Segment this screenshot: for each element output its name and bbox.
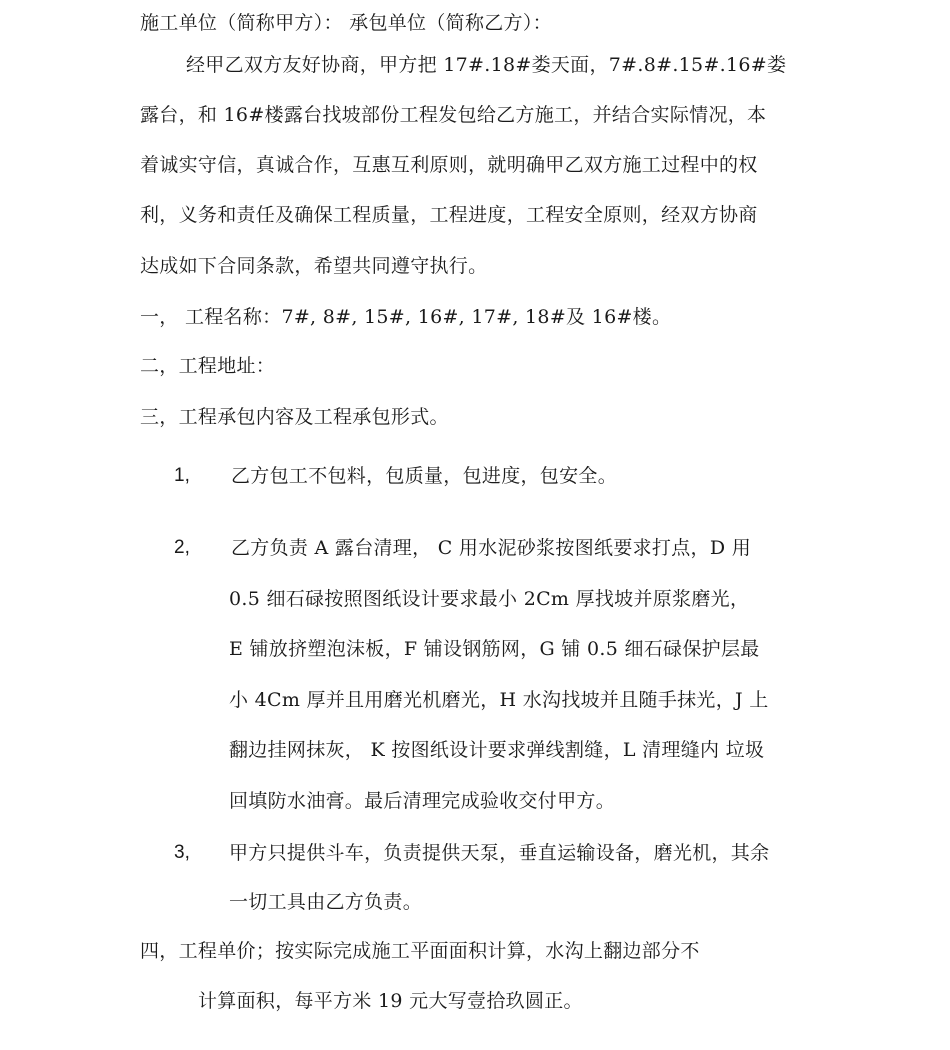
section-1-project-name: 一， 工程名称：7#, 8#, 15#, 16#, 17#, 18#及 16#楼。 — [140, 306, 672, 328]
section-4-line-2: 计算面积，每平方米 19 元大写壹拾玖圆正。 — [198, 990, 583, 1012]
section-3-title: 三，工程承包内容及工程承包形式。 — [140, 406, 449, 428]
section-4-line-1: 四，工程单价；按实际完成施工平面面积计算，水沟上翻边部分不 — [140, 940, 700, 962]
section-2-project-address: 二，工程地址： — [140, 355, 276, 377]
item-2-number: 2, — [174, 537, 190, 558]
item-2-line-5: 翻边挂网抹灰， K 按图纸设计要求弹线割缝，L 清理缝内 垃圾 — [229, 739, 765, 761]
item-2-line-3: E 铺放挤塑泡沫板，F 铺设钢筋网，G 铺 0.5 细石碌保护层最 — [229, 638, 760, 660]
intro-line-1: 经甲乙双方友好协商，甲方把 17#.18#娄天面，7#.8#.15#.16#娄 — [186, 54, 787, 76]
item-2-line-6: 回填防水油膏。最后清理完成验收交付甲方。 — [229, 790, 616, 812]
item-3-line-1: 甲方只提供斗车，负责提供天泵，垂直运输设备，磨光机，其余 — [229, 842, 770, 864]
intro-line-5: 达成如下合同条款，希望共同遵守执行。 — [140, 255, 488, 277]
item-2-line-4: 小 4Cm 厚并且用磨光机磨光，H 水沟找坡并且随手抹光，J 上 — [229, 689, 769, 711]
item-2-line-1: 乙方负责 A 露台清理， C 用水泥砂浆按图纸要求打点，D 用 — [231, 537, 751, 559]
item-1-line-1: 乙方包工不包料，包质量，包进度，包安全。 — [231, 465, 618, 487]
item-3-line-2: 一切工具由乙方负责。 — [229, 891, 423, 913]
intro-line-4: 利，义务和责任及确保工程质量，工程进度，工程安全原则，经双方协商 — [140, 204, 758, 226]
item-3-number: 3, — [174, 842, 190, 863]
item-2-line-2: 0.5 细石碌按照图纸设计要求最小 2Cm 厚找坡并原浆磨光， — [229, 588, 750, 610]
contract-header: 施工单位（简称甲方）： 承包单位（简称乙方）： — [140, 12, 552, 34]
intro-line-3: 着诚实守信，真诚合作，互惠互利原则，就明确甲乙双方施工过程中的权 — [140, 154, 758, 176]
intro-line-2: 露台，和 16#楼露台找坡部份工程发包给乙方施工，并结合实际情况，本 — [140, 104, 767, 126]
item-1-number: 1, — [174, 465, 190, 486]
